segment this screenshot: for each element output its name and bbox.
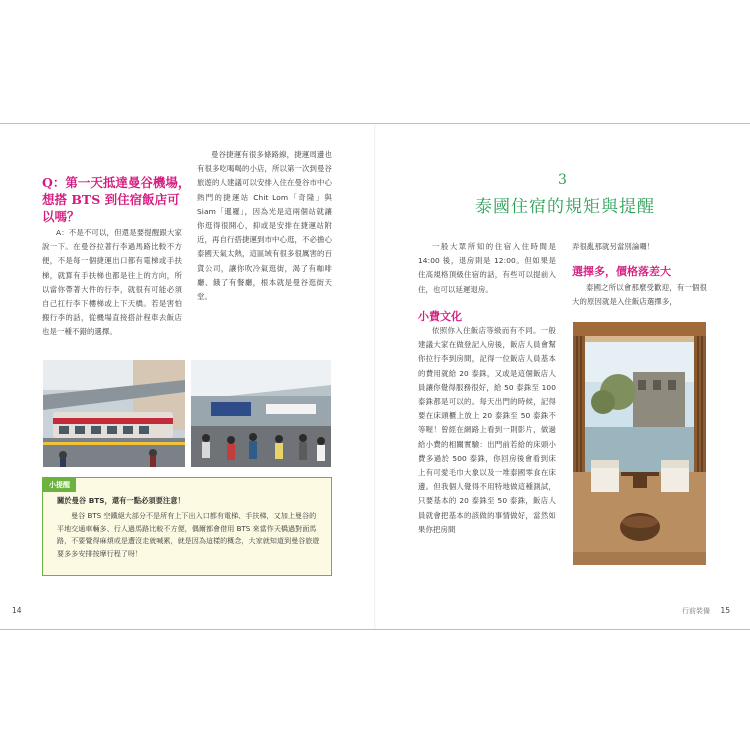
column-two-text: 曼谷捷運有很多條路線，捷運周邊也有很多吃喝喝的小店，所以第一次到曼谷旅遊的人建議可以安排入住在曼谷市中心熱門的捷運站 Chit Lom「奇隆」與 Siam「暹羅」，因為光是這兩個站就讓你逛得很開心，抑或是安排在捷運站附近，再自行搭捷運到市中心逛，不必擔心泰國天氣太熱，這區域有很多很厲害的百貨公司，讓你吹冷氣逛街，渴了有咖啡廳、餓了有餐廳，根本就是曼谷逛街天堂。: [197, 150, 332, 302]
section-number: 3: [558, 172, 567, 188]
page-number-right: 15: [720, 606, 730, 615]
answer-text: A：不是不可以，但還是要提醒跟大家說一下。在曼谷拉著行李過馬路比較不方便，不是每一個捷運出口都有電梯或手扶梯，就算有手扶梯也都是往上的方向，所以當你帶著大件的行李，就很有可能必須自己扛行李下樓梯或上下天橋。若是害怕搬行李的話，從機場直接搭計程車去飯店也是一種不錯的選擇。: [42, 228, 182, 337]
bts-platform-photo: [191, 360, 331, 467]
tip-box: [42, 477, 332, 576]
book-spread: [0, 123, 750, 630]
column-two-top-text: 弄很亂那就另當別論囉！: [572, 242, 655, 251]
section-title: 泰國住宿的規矩與提醒: [475, 197, 655, 217]
page-number-left: 14: [12, 606, 22, 615]
question-title: Q：第一天抵達曼谷機場，想搭 BTS 到住宿飯店可以嗎？: [42, 175, 191, 224]
tipping-heading: 小費文化: [418, 310, 462, 323]
right-page: [375, 124, 750, 629]
choice-heading: 選擇多，價格落差大: [572, 265, 671, 278]
tipping-text: 依照你入住飯店等級而有不同。一般建議大家在做登記入房後，飯店人員會幫你拉行李到房間，記得一位飯店人員基本的費用就給 20 泰銖，又或是這個飯店人員讓你覺得服務很好，給 50 泰銖至 100 泰銖都是可以的。每天出門的時候，記得要在床頭櫃上放上 20 泰銖至 50 泰銖不等喔！曾經在網路上看到一則影片，做過給小費的相關實驗：出門前若給的床頭小費多過於 500 泰銖，你回房後會看到床上有可愛毛巾大象以及一堆泰國零食在床邊。但我個人覺得不用特地做這種測試，只要基本的 20 泰銖至 50 泰銖，飯店人員就會把基本的該做的事情做好，當然如果你把房間: [418, 326, 556, 534]
section-footer: 行前裝備: [682, 607, 710, 615]
choice-text: 泰國之所以會那麼受歡迎，有一個很大的原因就是入住飯店選擇多，: [572, 283, 707, 307]
bts-station-photo: [43, 360, 185, 467]
left-page: [0, 124, 375, 629]
tip-heading: 關於曼谷 BTS，還有一點必須要注意！: [57, 496, 185, 505]
tip-label: 小提醒: [43, 478, 76, 492]
hotel-lounge-photo: [573, 322, 706, 565]
intro-text: 一般大眾所知的住宿入住時間是 14:00 後，退房則是 12:00。但如果是住高規格頂級住宿的話，有些可以提前入住，也可以延遲退房。: [418, 242, 556, 294]
tip-text: 曼谷 BTS 空鐵絕大部分不是所有上下出入口都有電梯、手扶梯，又加上曼谷的平地交通車輛多、行人過馬路比較不方便，偶爾都會借用 BTS 來當作天橋過對面馬路，不要覺得麻煩或是遭沒走就喊累，就是因為這樣的概念，大家就知道到曼谷旅遊要多多安排按摩行程了呀！: [57, 511, 320, 558]
